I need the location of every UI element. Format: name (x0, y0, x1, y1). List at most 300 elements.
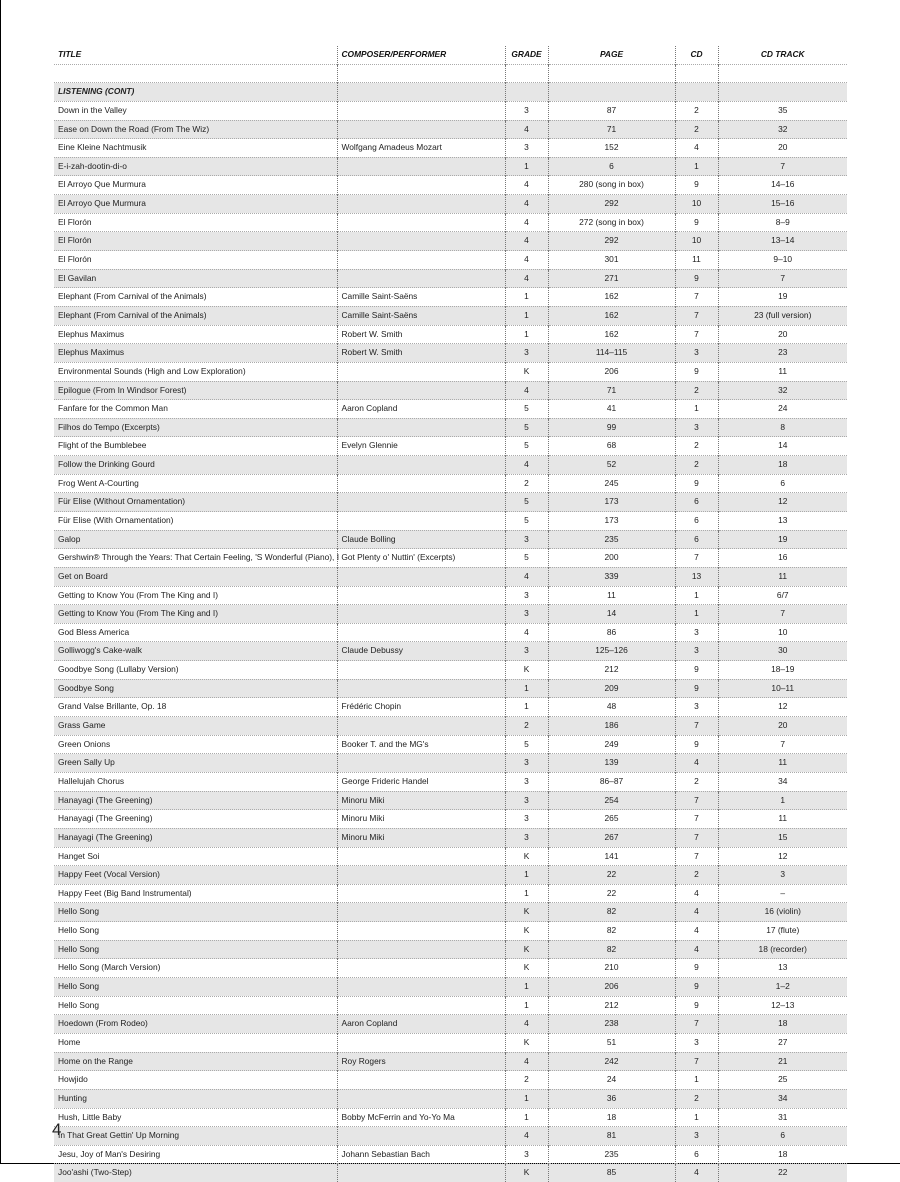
cell-track: 20 (718, 325, 847, 344)
cell-grade: 4 (505, 251, 548, 270)
table-row (54, 978, 847, 997)
cell-track: 20 (718, 717, 847, 736)
cell-grade: 4 (505, 213, 548, 232)
cell-track: 34 (718, 772, 847, 791)
cell-track: 35 (718, 101, 847, 120)
table-header-row (54, 46, 847, 64)
cell-cd: 7 (675, 325, 718, 344)
table-row (54, 157, 847, 176)
cell-grade: 3 (505, 530, 548, 549)
cell-composer (337, 884, 505, 903)
cell-page: 280 (song in box) (548, 176, 675, 195)
cell-composer (337, 847, 505, 866)
table-row (54, 959, 847, 978)
listening-table (54, 46, 847, 1182)
cell-title: Für Elise (Without Ornamentation) (54, 493, 337, 512)
cell-track: 6 (718, 474, 847, 493)
cell-composer: Johann Sebastian Bach (337, 1145, 505, 1164)
cell-page: 81 (548, 1127, 675, 1146)
cell-track: 7 (718, 157, 847, 176)
cell-track: 23 (full version) (718, 306, 847, 325)
cell-page: 292 (548, 232, 675, 251)
cell-title: El Florón (58, 216, 92, 227)
cell-page: 24 (548, 1071, 675, 1090)
cell-title: Hush, Little Baby (58, 1111, 122, 1122)
cell-title: El Florón (54, 232, 337, 251)
cell-track: 12 (718, 847, 847, 866)
cell-composer (337, 269, 505, 288)
cell-page: 210 (548, 959, 675, 978)
cell-grade: 3 (505, 139, 548, 158)
table-row (54, 605, 847, 624)
cell-page: 48 (548, 698, 675, 717)
table-row (54, 456, 847, 475)
cell-page: 162 (548, 325, 675, 344)
cell-title: Elephant (From Carnival of the Animals) (54, 306, 337, 325)
cell-grade: K (505, 847, 548, 866)
table-row (54, 512, 847, 531)
cell-cd: 7 (675, 288, 718, 307)
cell-cd: 4 (675, 940, 718, 959)
table-row (54, 922, 847, 941)
cell-composer (337, 512, 505, 531)
cell-title: El Gavilan (54, 269, 337, 288)
cell-title: Elephus Maximus (58, 328, 125, 339)
cell-cd: 7 (675, 717, 718, 736)
cell-track: 12 (718, 698, 847, 717)
cell-title: Hello Song (54, 940, 337, 959)
cell-cd: 9 (675, 978, 718, 997)
cell-composer (337, 120, 505, 139)
cell-page: 86–87 (548, 772, 675, 791)
cell-track: 21 (718, 1052, 847, 1071)
cell-page: 162 (548, 288, 675, 307)
cell-page: 99 (548, 418, 675, 437)
table-row (54, 735, 847, 754)
cell-track: 25 (718, 1071, 847, 1090)
cell-track: 32 (718, 381, 847, 400)
cell-grade: 3 (505, 791, 548, 810)
cell-track: 16 (718, 549, 847, 568)
cell-page: 267 (548, 828, 675, 847)
cell-cd: 7 (675, 1015, 718, 1034)
table-row (54, 400, 847, 419)
cell-cd: 3 (675, 698, 718, 717)
cell-track: 1–2 (718, 978, 847, 997)
cell-grade: K (505, 1033, 548, 1052)
cell-title: Green Onions (58, 738, 111, 749)
cell-grade: 5 (505, 437, 548, 456)
cell-grade: 3 (505, 772, 548, 791)
cell-page: 11 (548, 586, 675, 605)
table-row (54, 698, 847, 717)
cell-grade: 4 (505, 176, 548, 195)
cell-title: Eine Kleine Nachtmusik (58, 142, 147, 153)
cell-cd: 3 (675, 1033, 718, 1052)
cell-page: 301 (548, 251, 675, 270)
cell-title: Gershwin® Through the Years: That Certain Feeling, 'S Wonderful (Piano), I Got Plenty o' Nuttin' (Excerpts) (58, 552, 456, 563)
cell-track: 18 (718, 456, 847, 475)
cell-title: Happy Feet (Big Band Instrumental) (58, 887, 192, 898)
table-row (54, 940, 847, 959)
cell-cd: 1 (675, 157, 718, 176)
cell-composer: Aaron Copland (337, 400, 505, 419)
cell-cd: 6 (675, 512, 718, 531)
cell-page: 186 (548, 717, 675, 736)
table-row (54, 1164, 847, 1182)
table-row (54, 381, 847, 400)
cell-cd: 7 (675, 306, 718, 325)
cell-composer (337, 679, 505, 698)
cell-grade: 3 (505, 754, 548, 773)
cell-composer: Minoru Miki (337, 791, 505, 810)
table-row (54, 679, 847, 698)
table-row (54, 1052, 847, 1071)
cell-title: Elephus Maximus (54, 344, 337, 363)
cell-cd: 1 (675, 605, 718, 624)
cell-track: 17 (flute) (718, 922, 847, 941)
cell-cd: 10 (675, 232, 718, 251)
cell-page: 22 (548, 884, 675, 903)
cell-title: Hello Song (54, 978, 337, 997)
cell-page: 152 (548, 139, 675, 158)
cell-cd: 2 (675, 437, 718, 456)
cell-grade: 3 (505, 586, 548, 605)
cell-title: Frog Went A-Courting (58, 477, 139, 488)
cell-composer: Bobby McFerrin and Yo-Yo Ma (337, 1108, 505, 1127)
cell-title: El Florón (58, 254, 92, 265)
cell-track: 18–19 (718, 661, 847, 680)
cell-cd: 4 (675, 884, 718, 903)
cell-composer: Camille Saint-Saëns (337, 306, 505, 325)
table-row (54, 866, 847, 885)
table-row (54, 1127, 847, 1146)
cell-title: Home on the Range (54, 1052, 337, 1071)
cell-cd: 1 (675, 1071, 718, 1090)
table-row (54, 549, 847, 568)
cell-page: 41 (548, 400, 675, 419)
table-row (54, 772, 847, 791)
cell-composer (337, 866, 505, 885)
cell-title: Hanayagi (The Greening) (54, 828, 337, 847)
table-row (54, 1089, 847, 1108)
cell-cd: 9 (675, 661, 718, 680)
cell-page: 235 (548, 1145, 675, 1164)
cell-cd: 7 (675, 847, 718, 866)
cell-composer (337, 362, 505, 381)
cell-page: 271 (548, 269, 675, 288)
cell-title: Hoedown (From Rodeo) (54, 1015, 337, 1034)
cell-cd: 4 (675, 1164, 718, 1182)
cell-title: Hello Song (March Version) (58, 962, 161, 973)
cell-track: 11 (718, 754, 847, 773)
cell-title: Hallelujah Chorus (58, 775, 125, 786)
cell-track: 24 (718, 400, 847, 419)
cell-title: El Arroyo Que Murmura (58, 179, 146, 190)
cell-track: 31 (718, 1108, 847, 1127)
cell-composer (337, 623, 505, 642)
cell-track: 18 (718, 1015, 847, 1034)
cell-page: 235 (548, 530, 675, 549)
cell-title: Hanayagi (The Greening) (54, 791, 337, 810)
table-row (54, 213, 847, 232)
cell-composer (337, 661, 505, 680)
cell-page: 265 (548, 810, 675, 829)
table-row (54, 325, 847, 344)
cell-cd: 13 (675, 567, 718, 586)
table-row (54, 362, 847, 381)
cell-composer: Camille Saint-Saëns (337, 288, 505, 307)
cell-title: Hello Song (58, 999, 99, 1010)
cell-composer (337, 101, 505, 120)
cell-grade: 3 (505, 828, 548, 847)
cell-composer: Robert W. Smith (337, 325, 505, 344)
cell-grade: 1 (505, 1108, 548, 1127)
cell-grade: K (505, 1164, 548, 1182)
cell-composer: Frédéric Chopin (337, 698, 505, 717)
cell-page: 68 (548, 437, 675, 456)
table-row (54, 493, 847, 512)
page-number: 4 (52, 1120, 62, 1139)
cell-title: Grass Game (54, 717, 337, 736)
cell-page: 139 (548, 754, 675, 773)
cell-page: 82 (548, 903, 675, 922)
table-row (54, 344, 847, 363)
cell-page: 71 (548, 381, 675, 400)
cell-page: 82 (548, 940, 675, 959)
cell-title: Get on Board (54, 567, 337, 586)
cell-page: 114–115 (548, 344, 675, 363)
cell-cd: 1 (675, 1108, 718, 1127)
table-row (54, 567, 847, 586)
cell-cd: 7 (675, 549, 718, 568)
table-row (54, 996, 847, 1015)
cell-cd: 3 (675, 418, 718, 437)
table-row (54, 530, 847, 549)
cell-page: 71 (548, 120, 675, 139)
cell-grade: 5 (505, 549, 548, 568)
table-row (54, 139, 847, 158)
cell-composer (337, 1164, 505, 1182)
cell-grade: 1 (505, 996, 548, 1015)
cell-cd: 1 (675, 586, 718, 605)
cell-grade: 2 (505, 474, 548, 493)
cell-track: 7 (718, 605, 847, 624)
cell-title: Hanget Soi (58, 850, 100, 861)
cell-cd: 9 (675, 213, 718, 232)
cell-composer: Aaron Copland (337, 1015, 505, 1034)
cell-track: – (718, 884, 847, 903)
cell-page: 87 (548, 101, 675, 120)
cell-cd: 2 (675, 772, 718, 791)
cell-cd: 3 (675, 344, 718, 363)
table-row (54, 884, 847, 903)
cell-track: 16 (violin) (718, 903, 847, 922)
cell-title: Follow the Drinking Gourd (54, 456, 337, 475)
table-row (54, 306, 847, 325)
table-row (54, 1071, 847, 1090)
cell-composer (337, 940, 505, 959)
table-row (54, 623, 847, 642)
table-row (54, 1015, 847, 1034)
cell-composer (337, 586, 505, 605)
cell-title: Goodbye Song (54, 679, 337, 698)
cell-grade: 5 (505, 512, 548, 531)
cell-track: 8 (718, 418, 847, 437)
cell-cd: 7 (675, 791, 718, 810)
cell-cd: 11 (675, 251, 718, 270)
cell-title: Goodbye Song (Lullaby Version) (58, 664, 179, 675)
table-row (54, 418, 847, 437)
cell-title: Golliwogg's Cake-walk (54, 642, 337, 661)
table-row (54, 195, 847, 214)
cell-grade: 4 (505, 269, 548, 288)
cell-grade: 1 (505, 866, 548, 885)
header-composer: COMPOSER/PERFORMER (337, 46, 505, 64)
table-row (54, 437, 847, 456)
cell-grade: 1 (505, 157, 548, 176)
cell-cd: 9 (675, 269, 718, 288)
header-cd-track: CD TRACK (718, 46, 847, 64)
cell-track: 11 (718, 567, 847, 586)
table-row (54, 288, 847, 307)
cell-title: E-i-zah-dootin-di-o (54, 157, 337, 176)
cell-grade: 4 (505, 232, 548, 251)
cell-cd: 3 (675, 1127, 718, 1146)
cell-page: 6 (548, 157, 675, 176)
cell-track: 34 (718, 1089, 847, 1108)
cell-page: 238 (548, 1015, 675, 1034)
cell-composer (337, 717, 505, 736)
header-grade: GRADE (505, 46, 548, 64)
table-row (54, 269, 847, 288)
cell-grade: 4 (505, 1015, 548, 1034)
cell-title: Flight of the Bumblebee (58, 440, 147, 451)
cell-grade: 5 (505, 493, 548, 512)
cell-cd: 4 (675, 139, 718, 158)
cell-title: Hello Song (54, 903, 337, 922)
cell-grade: 4 (505, 623, 548, 642)
cell-page: 173 (548, 493, 675, 512)
table-row (54, 474, 847, 493)
table-row (54, 810, 847, 829)
cell-grade: 1 (505, 288, 548, 307)
cell-composer (337, 1127, 505, 1146)
cell-cd: 9 (675, 176, 718, 195)
cell-title: Howjido (58, 1074, 88, 1085)
cell-page: 206 (548, 978, 675, 997)
cell-page: 173 (548, 512, 675, 531)
cell-composer (337, 959, 505, 978)
cell-track: 32 (718, 120, 847, 139)
cell-composer: Minoru Miki (337, 810, 505, 829)
cell-grade: K (505, 940, 548, 959)
cell-cd: 2 (675, 381, 718, 400)
cell-track: 22 (718, 1164, 847, 1182)
cell-cd: 7 (675, 828, 718, 847)
cell-track: 15 (718, 828, 847, 847)
cell-track: 14–16 (718, 176, 847, 195)
cell-grade: 4 (505, 1052, 548, 1071)
table-row (54, 232, 847, 251)
cell-composer (337, 195, 505, 214)
cell-track: 11 (718, 362, 847, 381)
cell-page: 85 (548, 1164, 675, 1182)
cell-title: Home (58, 1036, 81, 1047)
cell-title: Joo'ashi (Two-Step) (54, 1164, 337, 1182)
cell-composer (337, 922, 505, 941)
table-row (54, 586, 847, 605)
cell-title: El Arroyo Que Murmura (54, 195, 337, 214)
cell-composer (337, 1071, 505, 1090)
cell-grade: 4 (505, 1127, 548, 1146)
cell-grade: K (505, 661, 548, 680)
cell-grade: 2 (505, 1071, 548, 1090)
cell-cd: 9 (675, 996, 718, 1015)
cell-cd: 6 (675, 493, 718, 512)
cell-cd: 7 (675, 810, 718, 829)
cell-cd: 10 (675, 195, 718, 214)
cell-composer: Roy Rogers (337, 1052, 505, 1071)
cell-cd: 6 (675, 530, 718, 549)
cell-title: Elephant (From Carnival of the Animals) (58, 291, 207, 302)
cell-title: In That Great Gettin' Up Morning (54, 1127, 337, 1146)
cell-track: 8–9 (718, 213, 847, 232)
cell-title: God Bless America (58, 626, 130, 637)
table-row (54, 1033, 847, 1052)
cell-track: 6/7 (718, 586, 847, 605)
cell-grade: 4 (505, 456, 548, 475)
cell-composer (337, 418, 505, 437)
cell-page: 212 (548, 996, 675, 1015)
header-cd: CD (675, 46, 718, 64)
cell-cd: 3 (675, 642, 718, 661)
cell-composer: Robert W. Smith (337, 344, 505, 363)
cell-grade: 5 (505, 735, 548, 754)
spacer-row (54, 64, 847, 83)
cell-grade: 1 (505, 978, 548, 997)
table-row (54, 828, 847, 847)
cell-track: 12–13 (718, 996, 847, 1015)
cell-composer (337, 157, 505, 176)
cell-page: 209 (548, 679, 675, 698)
cell-track: 13 (718, 512, 847, 531)
cell-page: 36 (548, 1089, 675, 1108)
table-row (54, 1145, 847, 1164)
cell-page: 212 (548, 661, 675, 680)
cell-grade: 4 (505, 381, 548, 400)
cell-page: 18 (548, 1108, 675, 1127)
cell-composer: George Frideric Handel (337, 772, 505, 791)
cell-page: 200 (548, 549, 675, 568)
header-page: PAGE (548, 46, 675, 64)
cell-cd: 6 (675, 1145, 718, 1164)
cell-page: 272 (song in box) (548, 213, 675, 232)
cell-cd: 9 (675, 679, 718, 698)
cell-grade: 2 (505, 717, 548, 736)
cell-track: 10–11 (718, 679, 847, 698)
cell-grade: 1 (505, 306, 548, 325)
cell-title: Environmental Sounds (High and Low Exploration) (58, 365, 246, 376)
cell-composer (337, 1033, 505, 1052)
cell-grade: K (505, 922, 548, 941)
cell-title: Galop (54, 530, 337, 549)
cell-title: Down in the Valley (58, 104, 127, 115)
cell-composer (337, 903, 505, 922)
cell-cd: 2 (675, 101, 718, 120)
cell-composer (337, 493, 505, 512)
cell-grade: 3 (505, 344, 548, 363)
